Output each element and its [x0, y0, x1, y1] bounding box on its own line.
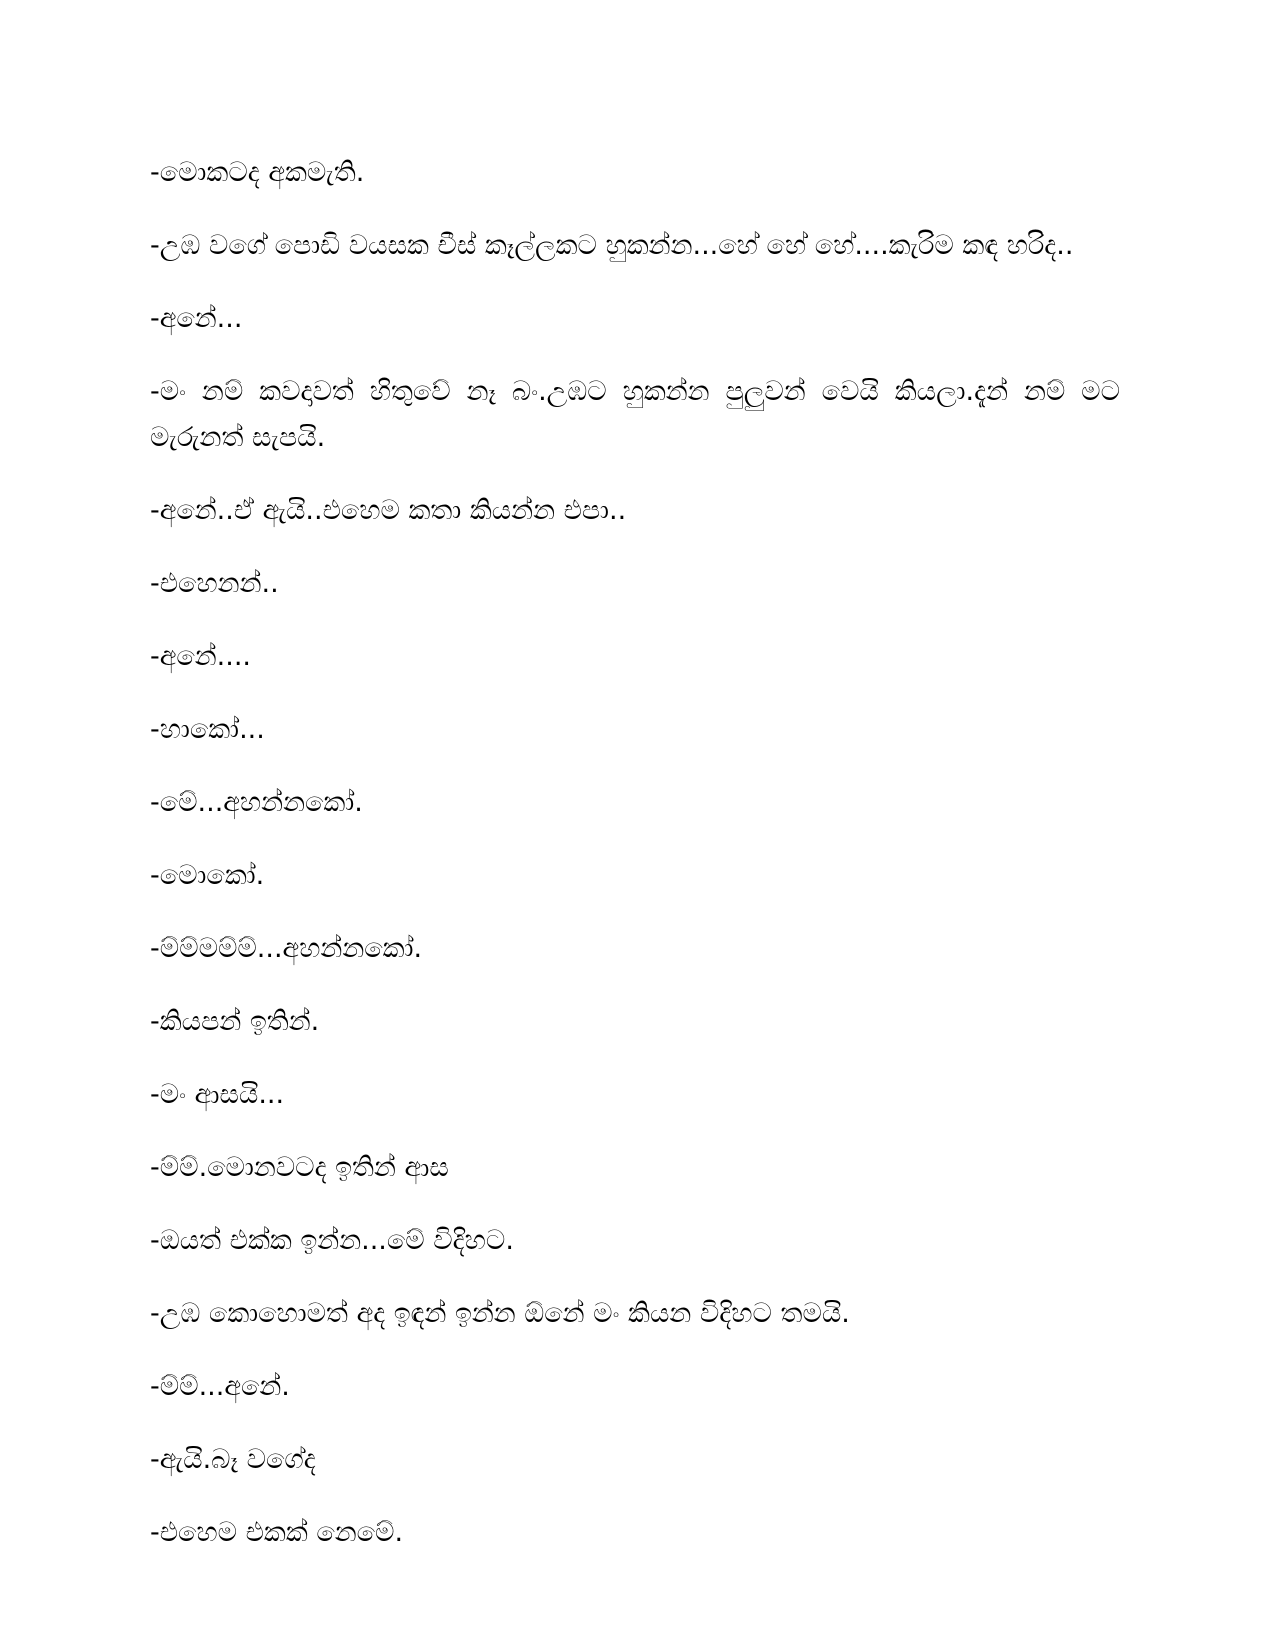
paragraph: -ම්ම්.මොනවටද ඉතින් ආස: [150, 1152, 449, 1183]
paragraph: -ම්ම්...අනේ.: [150, 1371, 290, 1402]
paragraph: -මේ...අහන්නකෝ.: [150, 787, 363, 818]
paragraph: -ඔයත් එක්ක ඉන්න...මේ විදිහට.: [150, 1225, 514, 1256]
paragraph: -එහෙම එකක් නෙමේ.: [150, 1517, 404, 1548]
paragraph: -අනේ....: [150, 641, 252, 672]
paragraph: -මං ආසයි...: [150, 1079, 285, 1110]
paragraph: -මොකටද අකමැති.: [150, 157, 365, 188]
page-body: [150, 150, 1120, 1583]
paragraph: -ඇයි.බෑ වගේද: [150, 1444, 316, 1475]
paragraph: -උඹ වගේ පොඩි වයසක චීස් කෑල්ලකට හුකන්න...හේ හේ හේ....කැරිම කඳ හරිද..: [150, 230, 1074, 261]
paragraph: -මං නම් කවදාවත් හිතුවේ නෑ බං.උඹට හුකන්න පුලුවන් වෙයි කියලා.දැන් නම් මට මැරුනත් සැපයි.: [150, 376, 1120, 453]
paragraph: -මොකෝ.: [150, 860, 265, 891]
paragraph: -උඹ කොහොමත් අද ඉඳන් ඉන්න ඕනේ මං කියන විදිහට තමයි.: [150, 1298, 850, 1329]
paragraph: -කියපන් ඉතින්.: [150, 1006, 320, 1037]
paragraph: -හාකෝ...: [150, 714, 265, 745]
paragraph: -අනේ..ඒ ඇයි..එහෙම කතා කියන්න එපා..: [150, 495, 627, 526]
paragraph: -ම්ම්මම්ම්...අහන්නකෝ.: [150, 933, 423, 964]
paragraph: -එහෙනන්..: [150, 568, 279, 599]
paragraph: -අනේ...: [150, 303, 243, 334]
